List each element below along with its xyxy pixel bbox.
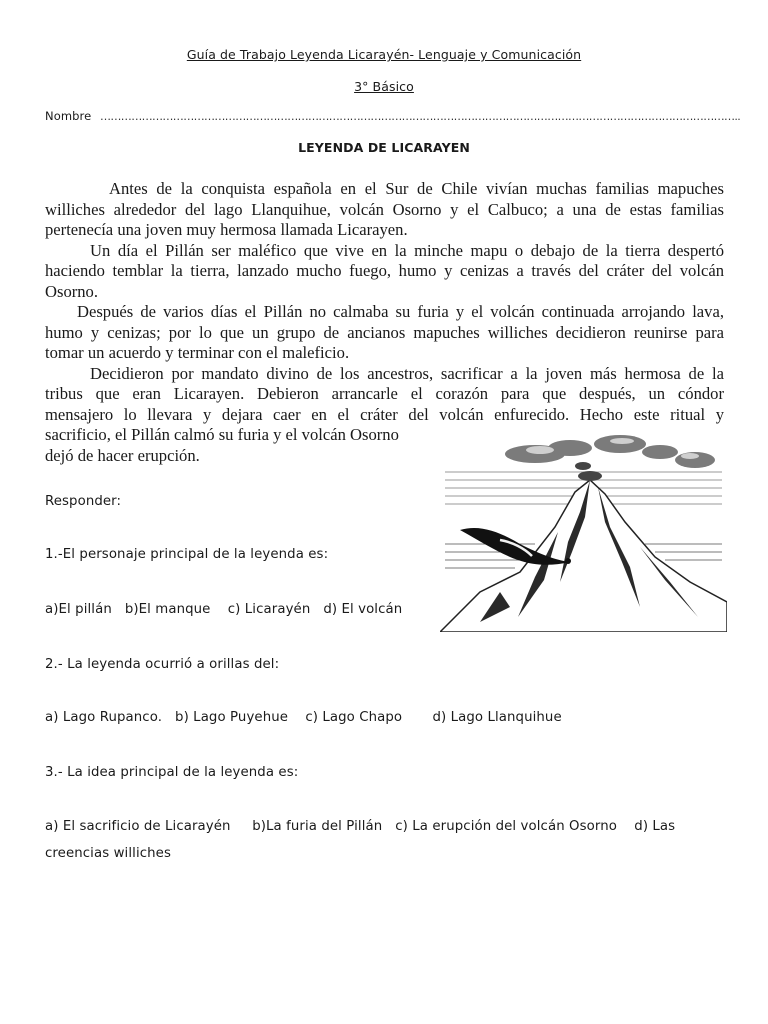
name-fill-line: ………………………………………………………………………………………………………………………………………………………………….. [100, 110, 741, 123]
worksheet-title: Guía de Trabajo Leyenda Licarayén- Lenguaje y Comunicación [186, 47, 582, 62]
story-line: Osorno. [45, 281, 99, 301]
question-2: 2.- La leyenda ocurrió a orillas del: [45, 657, 280, 672]
legend-title: LEYENDA DE LICARAYEN [298, 140, 470, 155]
story-line: sacrificio, el Pillán calmó su furia y el volcán Osorno [45, 425, 399, 444]
volcano-condor-illustration [440, 432, 727, 632]
question-1-options: a)El pillán b)El manque c) Licarayén d) El volcán [45, 602, 403, 617]
story-line: tomar un acuerdo y terminar con el maleficio. [45, 343, 350, 362]
question-3-options: a) El sacrificio de Licarayén b)La furia del Pillán c) La erupción del volcán Osorno d) Las [45, 819, 676, 834]
question-2-options: a) Lago Rupanco. b) Lago Puyehue c) Lago Chapo d) Lago Llanquihue [45, 710, 562, 725]
story-line: Antes de la conquista española en el Sur de Chile vivían muchas familias mapuches [109, 179, 724, 198]
question-3-options-continued: creencias williches [45, 846, 171, 861]
name-label: Nombre [45, 109, 92, 123]
grade-label: 3° Básico [354, 79, 414, 94]
story-line: haciendo temblar la tierra, lanzado mucho fuego, humo y cenizas a través del cráter del volcán [45, 261, 724, 280]
story-line: williches alrededor del lago Llanquihue, volcán Osorno y el Calbuco; a una de estas familias [45, 199, 724, 219]
story-line: tribus que eran Licarayen. Debieron arrancarle el corazón para que después, un cóndor [45, 384, 724, 403]
question-1: 1.-El personaje principal de la leyenda es: [45, 547, 329, 562]
story-line: Después de varios días el Pillán no calmaba su furia y el volcán continuada arrojando lava, [77, 302, 724, 321]
responder-heading: Responder: [45, 494, 122, 509]
story-line: pertenecía una joven muy hermosa llamada Licarayen. [45, 220, 408, 239]
question-3: 3.- La idea principal de la leyenda es: [45, 765, 299, 780]
story-line: Decidieron por mandato divino de los ancestros, sacrificar a la joven más hermosa de la [90, 363, 724, 383]
story-line: Un día el Pillán ser maléfico que vive en la minche mapu o debajo de la tierra despertó [90, 240, 724, 260]
story-line: mensajero lo llevara y dejara caer en el cráter del volcán enfurecido. Hecho este ritual y [45, 404, 724, 424]
legend-text [45, 179, 724, 466]
story-line: humo y cenizas; por lo que un grupo de ancianos mapuches williches decidieron reunirse para [45, 322, 724, 342]
story-line: dejó de hacer erupción. [45, 445, 200, 465]
